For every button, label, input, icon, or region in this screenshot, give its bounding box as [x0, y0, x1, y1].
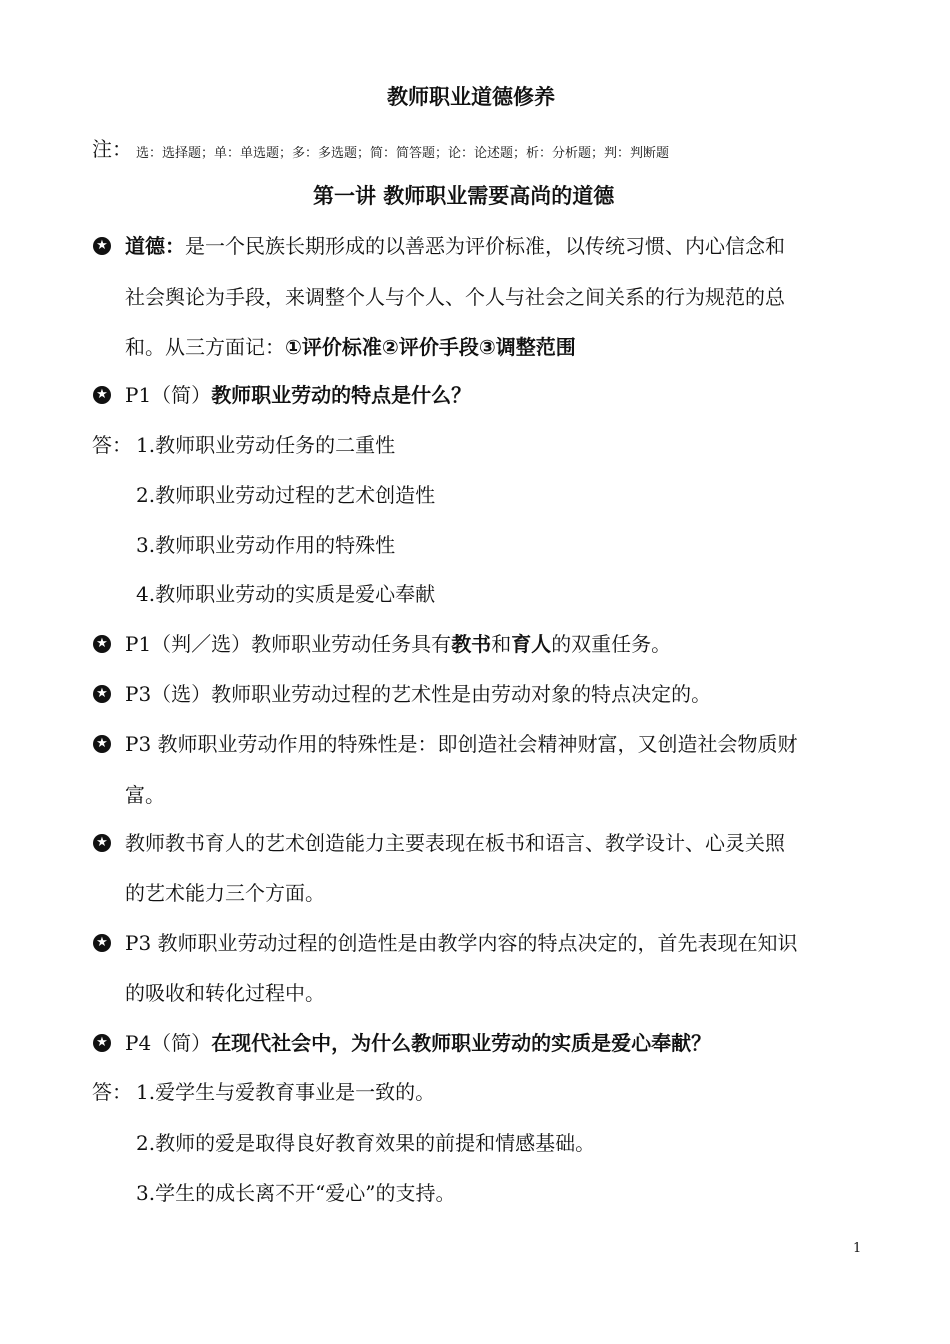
p3-art-line: P3（选）教师职业劳动过程的艺术性是由劳动对象的特点决定的。: [125, 682, 712, 706]
p1-judge-term-teaching: 教书: [451, 632, 492, 656]
star-bullet-icon: ★: [93, 834, 111, 852]
p1-judge-line: [125, 631, 671, 657]
question-p4: [125, 1030, 711, 1056]
note-label: 注：: [92, 137, 132, 161]
note-text: 选：选择题；单：单选题；多：多选题；简：简答题；论：论述题；析：分析题；判：判断题: [136, 146, 670, 161]
star-bullet-icon: ★: [93, 685, 111, 703]
question-p4-text: 在现代社会中，为什么教师职业劳动的实质是爱心奉献？: [211, 1031, 712, 1055]
p1-judge-prefix: P1（判／选）教师职业劳动任务具有: [125, 632, 452, 656]
star-bullet-icon: ★: [93, 635, 111, 653]
question-p1: [125, 382, 471, 408]
morality-line-2: 社会舆论为手段，来调整个人与个人、个人与社会之间关系的行为规范的总: [125, 285, 785, 309]
morality-recall-prefix: 和。从三方面记：: [125, 335, 285, 359]
morality-line-3: [125, 334, 576, 360]
answer-p1-point-3: 3.教师职业劳动作用的特殊性: [136, 533, 396, 557]
p3-creative-line-2: 的吸收和转化过程中。: [125, 981, 325, 1005]
p1-judge-conj: 和: [491, 632, 512, 656]
answer-p4-point-3: 3.学生的成长离不开“爱心”的支持。: [136, 1181, 456, 1205]
answer-p1-label: 答：: [92, 433, 132, 457]
art-ability-line-1: 教师教书育人的艺术创造能力主要表现在板书和语言、教学设计、心灵关照: [125, 831, 785, 855]
answer-p1-point-1: 1.教师职业劳动任务的二重性: [136, 433, 396, 457]
star-bullet-icon: ★: [93, 934, 111, 952]
document-title: 教师职业道德修养: [387, 85, 555, 109]
page-number: 1: [853, 1241, 862, 1256]
answer-p4-label: 答：: [92, 1080, 132, 1104]
p1-judge-term-nurturing: 育人: [511, 632, 552, 656]
question-p1-text: 教师职业劳动的特点是什么？: [211, 383, 472, 407]
p3-special-line-2: 富。: [125, 783, 165, 807]
star-bullet-icon: ★: [93, 735, 111, 753]
lecture-title: 第一讲 教师职业需要高尚的道德: [313, 184, 615, 208]
morality-term: 道德：: [125, 234, 185, 258]
art-ability-line-2: 的艺术能力三个方面。: [125, 881, 325, 905]
star-bullet-icon: ★: [93, 386, 111, 404]
morality-line-1: [125, 233, 785, 259]
question-p1-tag: P1（简）: [125, 383, 212, 407]
star-bullet-icon: ★: [93, 1034, 111, 1052]
answer-p4-point-1: 1.爱学生与爱教育事业是一致的。: [136, 1080, 436, 1104]
answer-p4-point-2: 2.教师的爱是取得良好教育效果的前提和情感基础。: [136, 1131, 596, 1155]
question-p4-tag: P4（简）: [125, 1031, 212, 1055]
answer-p1-point-2: 2.教师职业劳动过程的艺术创造性: [136, 483, 436, 507]
p3-special-line-1: P3 教师职业劳动作用的特殊性是：即创造社会精神财富，又创造社会物质财: [125, 732, 798, 756]
p3-creative-line-1: P3 教师职业劳动过程的创造性是由教学内容的特点决定的，首先表现在知识: [125, 931, 798, 955]
answer-p1-point-4: 4.教师职业劳动的实质是爱心奉献: [136, 582, 436, 606]
morality-definition: 是一个民族长期形成的以善恶为评价标准，以传统习惯、内心信念和: [185, 234, 785, 258]
p1-judge-suffix: 的双重任务。: [551, 632, 672, 656]
morality-recall-points: ①评价标准②评价手段③调整范围: [285, 335, 576, 359]
star-bullet-icon: ★: [93, 237, 111, 255]
